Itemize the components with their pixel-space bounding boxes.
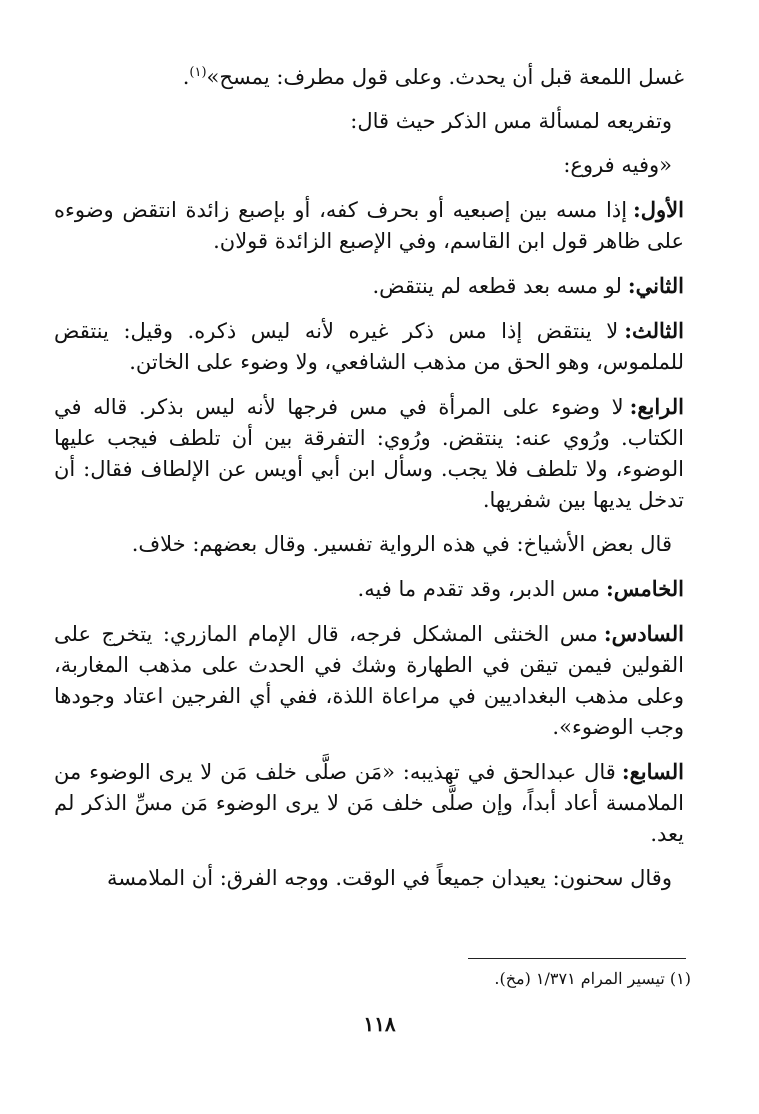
paragraph-text: قال عبدالحق في تهذيبه: «مَن صلَّى خلف مَن لا يرى الوضوء من الملامسة أعاد أبداً، وإن صلَّى خلف مَن لا يرى الوضوء مَن مسِّ الذكر لم يعد. bbox=[54, 760, 684, 846]
paragraph-5 bbox=[54, 270, 684, 302]
branch-label: الأول: bbox=[633, 197, 684, 222]
paragraph-end: . bbox=[182, 65, 190, 89]
paragraph-2 bbox=[54, 106, 684, 137]
paragraph-6 bbox=[54, 315, 684, 378]
branch-label: الرابع: bbox=[629, 394, 685, 419]
main-text bbox=[54, 62, 684, 894]
paragraph-text: مس الدبر، وقد تقدم ما فيه. bbox=[357, 577, 601, 601]
paragraph-text: مس الخنثى المشكل فرجه، قال الإمام المازري: يتخرج على القولين فيمن تيقن في الطهارة وشك في الحدث على مذهب المغاربة، وعلى مذهب البغداديين في مراعاة اللذة، ففي أي الفرجين اعتاد وجودها وجب الوضوء». bbox=[54, 622, 684, 739]
branch-label: الثالث: bbox=[624, 318, 684, 343]
paragraph-text: وقال سحنون: يعيدان جميعاً في الوقت. ووجه الفرق: أن الملامسة bbox=[106, 866, 672, 890]
paragraph-text: غسل اللمعة قبل أن يحدث. وعلى قول مطرف: يمسح» bbox=[206, 65, 684, 89]
footnote-divider bbox=[468, 958, 686, 959]
paragraph-text: إذا مسه بين إصبعيه أو بحرف كفه، أو بإصبع زائدة انتقض وضوءه على ظاهر قول ابن القاسم، وفي الإصبع الزائدة قولان. bbox=[54, 198, 684, 253]
paragraph-text: لو مسه بعد قطعه لم ينتقض. bbox=[372, 274, 622, 298]
footnote-reference: (١) bbox=[189, 65, 207, 80]
paragraph-text: «وفيه فروع: bbox=[563, 153, 672, 177]
page-number: ١١٨ bbox=[363, 1012, 396, 1036]
paragraph-8 bbox=[54, 529, 684, 560]
paragraph-12 bbox=[54, 863, 684, 894]
paragraph-text: لا وضوء على المرأة في مس فرجها لأنه ليس بذكر. قاله في الكتاب. ورُوي عنه: ينتقض. ورُوي: التفرقة بين أن تلطف فيجب عليها الوضوء، ولا تلطف فلا يجب. وسأل ابن أبي أويس عن الإلطاف فقال: أن تدخل يديها بين شفريها. bbox=[54, 395, 684, 512]
paragraph-text: وتفريعه لمسألة مس الذكر حيث قال: bbox=[350, 109, 672, 133]
paragraph-11 bbox=[54, 756, 684, 850]
paragraph-3 bbox=[54, 150, 684, 181]
paragraph-text: لا ينتقض إذا مس ذكر غيره لأنه ليس ذكره. وقيل: ينتقض للملموس، وهو الحق من مذهب الشافعي، ولا وضوء على الخاتن. bbox=[54, 319, 684, 374]
branch-label: السادس: bbox=[603, 621, 684, 646]
footnote: (١) تيسير المرام ١/٣٧١ (مخ). bbox=[494, 969, 691, 988]
paragraph-10 bbox=[54, 618, 684, 743]
paragraph-4 bbox=[54, 194, 684, 257]
branch-label: الثاني: bbox=[627, 273, 684, 298]
branch-label: السابع: bbox=[621, 759, 684, 784]
paragraph-text: قال بعض الأشياخ: في هذه الرواية تفسير. وقال بعضهم: خلاف. bbox=[131, 532, 672, 556]
paragraph-7 bbox=[54, 391, 684, 516]
branch-label: الخامس: bbox=[606, 576, 684, 601]
paragraph-9 bbox=[54, 573, 684, 605]
paragraph-1 bbox=[54, 62, 684, 93]
